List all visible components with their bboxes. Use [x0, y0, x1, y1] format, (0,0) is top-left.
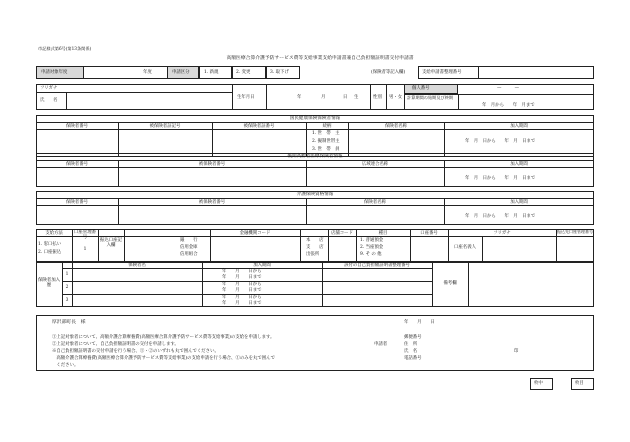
- sheet-count-label: 枚中: [534, 381, 543, 386]
- period-text[interactable]: 年 月から 年 月まで: [482, 103, 535, 108]
- nhi-h-relation: 続柄: [322, 124, 332, 129]
- elderly-h-insurer-no: 保険者番号: [66, 162, 88, 167]
- address-label: 住 所: [404, 342, 418, 347]
- pay-method-window[interactable]: 1. 窓口払い: [38, 242, 62, 247]
- name-divider: [66, 92, 67, 110]
- sex-field-divider: [386, 84, 387, 110]
- postal-label: 郵便番号: [404, 335, 422, 340]
- birth-label: 生年月日: [237, 95, 255, 100]
- elderly-period-value[interactable]: 年 月 日から 年 月 日まで: [465, 176, 536, 181]
- nhi-h-insurer-no: 保険者番号: [66, 124, 88, 129]
- nhi-relation-3[interactable]: 3. 世 帯 員: [312, 147, 340, 152]
- nhi-header-line: [36, 129, 594, 130]
- page-title: 高額医療合算介護予防サービス費等支給事業支給申請書兼自己負担額証明書交付申請書: [226, 56, 414, 61]
- sex-divider: [370, 84, 371, 110]
- nhi-h-insurer-name: 保険者名称: [385, 124, 407, 129]
- kind-other[interactable]: 9. そ の 他: [360, 252, 382, 257]
- periods-row-1-to[interactable]: 年 月 日まで: [222, 275, 262, 280]
- year-suffix: 年度: [143, 70, 152, 75]
- birth-day: 日: [343, 95, 348, 100]
- app-number-label: 支給申請書整理番号: [422, 70, 462, 75]
- sheet-index-label: 枚目: [575, 381, 584, 386]
- kind-label: 種目: [378, 231, 388, 236]
- bank-type-kumiai[interactable]: 信用組合: [180, 252, 198, 257]
- periods-h-insurer: 保険者名: [128, 263, 146, 268]
- nhi-relation-2[interactable]: 2. 擬制世帯主: [312, 139, 340, 144]
- period-label: 計算期間の始期及び終期: [407, 95, 454, 100]
- payment-header-line: [36, 236, 594, 237]
- periods-row-3-from[interactable]: 年 月 日から: [222, 295, 262, 300]
- furigana-label: フリガナ: [40, 86, 58, 91]
- pay-app-no-label: 口座管理番号: [74, 230, 96, 241]
- branch-office[interactable]: 出張所: [306, 252, 320, 257]
- nhi-title-line: [36, 122, 594, 123]
- category-new[interactable]: [199, 66, 232, 79]
- elderly-header-line: [36, 167, 594, 168]
- insurer-note: (保険者等記入欄): [371, 70, 406, 75]
- branch-code-label: 店舗コード: [331, 231, 353, 236]
- care-title-line: [36, 198, 594, 199]
- periods-row-3-to[interactable]: 年 月 日まで: [222, 301, 262, 306]
- category-change-label: 2. 変更: [236, 70, 251, 75]
- periods-col-5: [468, 262, 469, 307]
- footer-note-1: ①上記対象者について、高額介護合算療養費(高額医療合算介護予防サービス費等支給事業)の支給を申請します。: [52, 335, 275, 340]
- personal-no-dashes[interactable]: — —: [497, 86, 519, 91]
- category-label: 申請区分: [172, 70, 190, 75]
- pay-col-4: [300, 229, 301, 262]
- periods-label: 保険者加入歴: [38, 278, 60, 289]
- nhi-h-card-no: 被保険者証番号: [243, 124, 275, 129]
- care-title: 介護保険資格情報: [296, 192, 334, 197]
- footer-note-4: 高額介護合算療養費(高額医療合算介護予防サービス費等支給事業)の支給申請を行う場合、①のみを丸で囲んで: [52, 356, 275, 361]
- birth-field-divider: [266, 84, 267, 110]
- footer-note-3: ※自己負担額証明書の交付申請を行う場合、①・②のいずれも丸で囲んでください。: [52, 349, 219, 354]
- bank-type-shinkin[interactable]: 信用金庫: [180, 245, 198, 250]
- periods-row-2-to[interactable]: 年 月 日まで: [222, 288, 262, 293]
- pay-app-no-value[interactable]: 1: [83, 247, 87, 252]
- seal-mark: 印: [514, 349, 519, 354]
- holder-divider: [482, 236, 483, 262]
- periods-h-cert: 該付の自己負担額証明書整理番号: [344, 263, 410, 268]
- care-h-period: 加入期間: [510, 200, 528, 205]
- holder-furigana: フリガナ: [493, 231, 511, 236]
- care-h-insurer-no: 保険者番号: [66, 200, 88, 205]
- period-label-divider: [458, 94, 459, 110]
- elderly-title-line: [36, 160, 594, 161]
- category-change[interactable]: [232, 66, 266, 79]
- periods-row-3-no: 3: [65, 298, 69, 303]
- target-year-label: 申請対象年度: [41, 70, 68, 75]
- sex-options[interactable]: 男・女: [389, 95, 403, 100]
- periods-row-1-no: 1: [65, 272, 69, 277]
- care-h-insurer-name: 保険者名称: [364, 200, 386, 205]
- elderly-h-insured-no: 被保険者番号: [198, 162, 226, 167]
- name-sign-label: 氏 名: [404, 349, 418, 354]
- nhi-title: 国民健康保険保険者情報: [289, 116, 341, 121]
- bank-type-bank[interactable]: 銀 行: [180, 238, 198, 243]
- nhi-h-period: 加入期間: [510, 124, 528, 129]
- account-no-label: 口座番号: [420, 231, 438, 236]
- kind-ordinary[interactable]: 1. 普通預金: [360, 238, 384, 243]
- category-withdraw[interactable]: [266, 66, 300, 79]
- category-withdraw-label: 3. 取下げ: [270, 70, 289, 75]
- kind-current[interactable]: 2. 当座預金: [360, 245, 384, 250]
- nhi-relation-1[interactable]: 1. 世 帯 主: [312, 131, 340, 136]
- birth-suffix: 生: [354, 95, 359, 100]
- birth-year: 年: [297, 95, 302, 100]
- form-number: 市記様式第6号(第13条関係): [38, 46, 92, 51]
- bank-type-divider: [210, 229, 211, 262]
- branch-code-divider: [328, 229, 329, 262]
- nhi-period-value[interactable]: 年 月 日から 年 月 日まで: [465, 139, 536, 144]
- pay-method-label: 支給方法: [45, 231, 63, 236]
- app-number-divider: [478, 66, 479, 79]
- application-date[interactable]: 年 月 日: [404, 320, 435, 325]
- name-label: 氏 名: [40, 98, 58, 103]
- personal-no-label: 個人番号: [412, 86, 430, 91]
- footer-note-5: ください。: [52, 363, 79, 368]
- pay-new-account: 振込口座記入欄: [100, 238, 122, 249]
- periods-h-period: 加入期間: [253, 263, 271, 268]
- birth-divider: [232, 84, 233, 110]
- pay-mgmt-label: 振込先口座管理番号: [557, 229, 593, 234]
- category-new-label: 1. 新規: [204, 70, 219, 75]
- branch-sub[interactable]: 支 店: [306, 245, 324, 250]
- care-period-value[interactable]: 年 月 日から 年 月 日まで: [465, 214, 536, 219]
- remarks-label: 備考欄: [443, 281, 457, 286]
- elderly-title: 後期高齢者医療保険者情報: [287, 154, 343, 159]
- elderly-h-period: 加入期間: [510, 162, 528, 167]
- periods-row-1-from[interactable]: 年 月 日から: [222, 269, 262, 274]
- care-header-line: [36, 205, 594, 206]
- care-h-insured-no: 被保険者番号: [198, 200, 226, 205]
- periods-row-2-no: 2: [65, 285, 69, 290]
- pay-bank-code-label: 金融機関コード: [239, 231, 271, 236]
- footer-note-2: ②上記対象者について、自己負担額証明書の交付を申請します。: [52, 342, 179, 347]
- birth-month: 月: [321, 95, 326, 100]
- pay-col-3: [124, 229, 125, 262]
- applicant-label: 申請者: [374, 342, 388, 347]
- addressee: 厚沢部町長 様: [52, 320, 86, 325]
- holder-label: 口座名義人: [454, 245, 476, 250]
- elderly-h-union: 広域連合名称: [361, 162, 389, 167]
- pay-method-transfer[interactable]: 2. 口座振込: [38, 250, 62, 255]
- phone-label: 電話番号: [404, 356, 422, 361]
- branch-main[interactable]: 本 店: [306, 238, 324, 243]
- nhi-h-card-mark: 被保険者証記号: [149, 124, 181, 129]
- sex-label: 性別: [373, 95, 382, 100]
- periods-row-2-from[interactable]: 年 月 日から: [222, 282, 262, 287]
